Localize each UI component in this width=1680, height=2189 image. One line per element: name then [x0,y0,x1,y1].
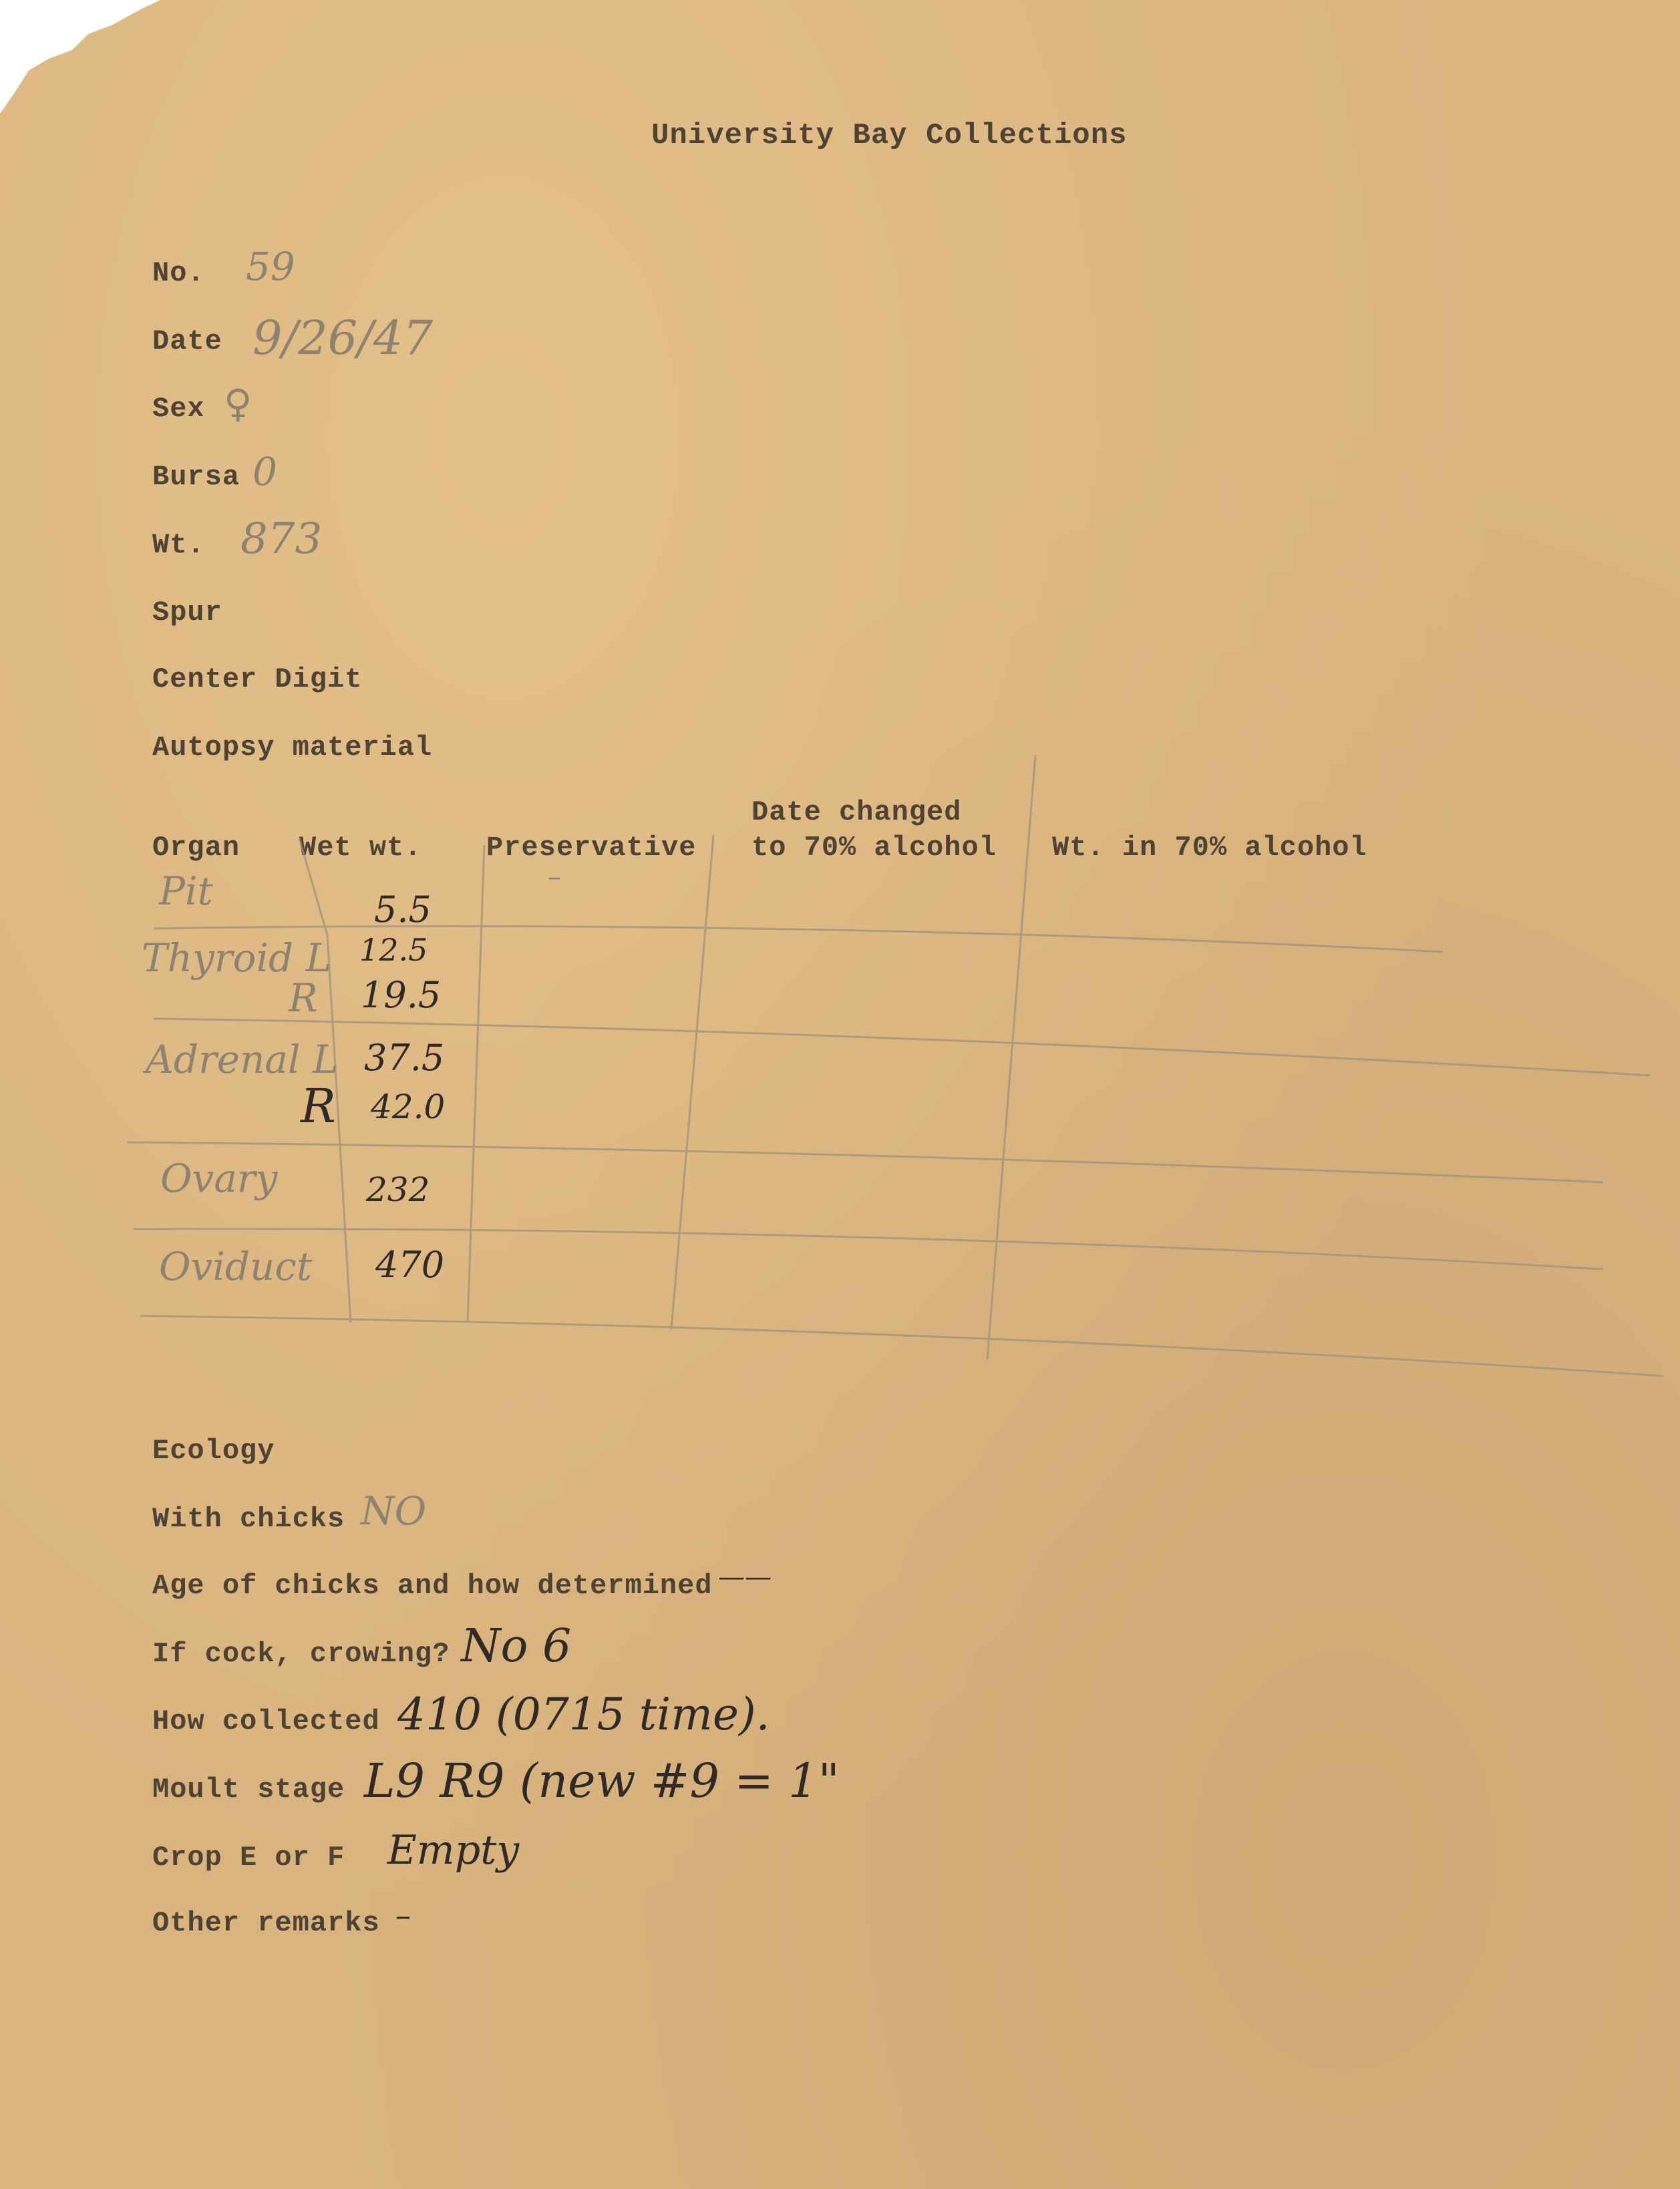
row-wet-oviduct: 470 [375,1244,445,1286]
with-chicks-label: With chicks [152,1503,345,1535]
spur-label: Spur [152,597,222,629]
row-organ-ovary: Ovary [160,1156,278,1201]
autopsy-label: Autopsy material [152,731,433,764]
header-date-changed-1: Date changed [751,796,962,828]
row-organ-pit: Pit [159,868,213,914]
crowing-value: No 6 [461,1620,572,1673]
grid-row-4 [134,1229,1603,1269]
row-organ-thyroid-l: Thyroid L [142,935,332,981]
grid-col-2 [468,845,484,1323]
bursa-label: Bursa [152,461,240,493]
grid-row-5 [140,1316,1663,1376]
row-organ-adrenal-r: R [301,1079,336,1134]
row-organ-oviduct: Oviduct [159,1244,313,1289]
grid-row-1 [154,927,1443,952]
moult-label: Moult stage [152,1774,345,1806]
header-organ: Organ [152,832,240,864]
no-value: 59 [246,244,295,289]
wt-value: 873 [240,514,323,564]
row-organ-adrenal-l: Adrenal L [146,1037,339,1082]
row-wet-adrenal-l: 37.5 [364,1037,445,1079]
date-label: Date [152,325,222,357]
bursa-value: 0 [253,449,277,494]
age-chicks-label: Age of chicks and how determined [152,1570,713,1602]
crop-label: Crop E or F [152,1842,345,1874]
row-organ-thyroid-r: R [289,975,318,1021]
header-wt-alcohol: Wt. in 70% alcohol [1052,832,1367,864]
row-wet-ovary: 232 [366,1170,430,1209]
page-title: University Bay Collections [651,119,1128,152]
grid-col-3 [671,835,713,1329]
row-wet-thyroid-l: 12.5 [359,932,428,968]
header-preservative: Preservative [486,832,697,864]
header-date-changed-2: to 70% alcohol [751,832,997,864]
date-value: 9/26/47 [253,311,433,365]
crop-value: Empty [387,1827,520,1874]
sex-value: ♀ [224,381,253,426]
with-chicks-value: NO [361,1488,427,1534]
other-remarks-label: Other remarks [152,1907,380,1939]
grid-col-4 [987,755,1035,1359]
ecology-heading: Ecology [152,1435,275,1467]
row-pres-pit: – [548,862,561,892]
grid-row-3 [127,1142,1603,1182]
wt-label: Wt. [152,529,205,561]
other-remarks-value: – [395,1897,411,1933]
moult-value: L9 R9 (new #9 = 1" [364,1753,840,1808]
row-wet-pit: 5.5 [374,888,432,931]
how-collected-value: 410 (0715 time). [397,1689,770,1740]
header-wet-wt: Wet wt. [299,832,422,864]
row-wet-thyroid-r: 19.5 [361,974,442,1016]
center-digit-label: Center Digit [152,663,363,695]
row-wet-adrenal-r: 42.0 [371,1087,446,1126]
age-chicks-value: —— [718,1562,772,1592]
sex-label: Sex [152,393,205,425]
crowing-label: If cock, crowing? [152,1638,450,1670]
how-collected-label: How collected [152,1705,380,1737]
no-label: No. [152,257,205,289]
